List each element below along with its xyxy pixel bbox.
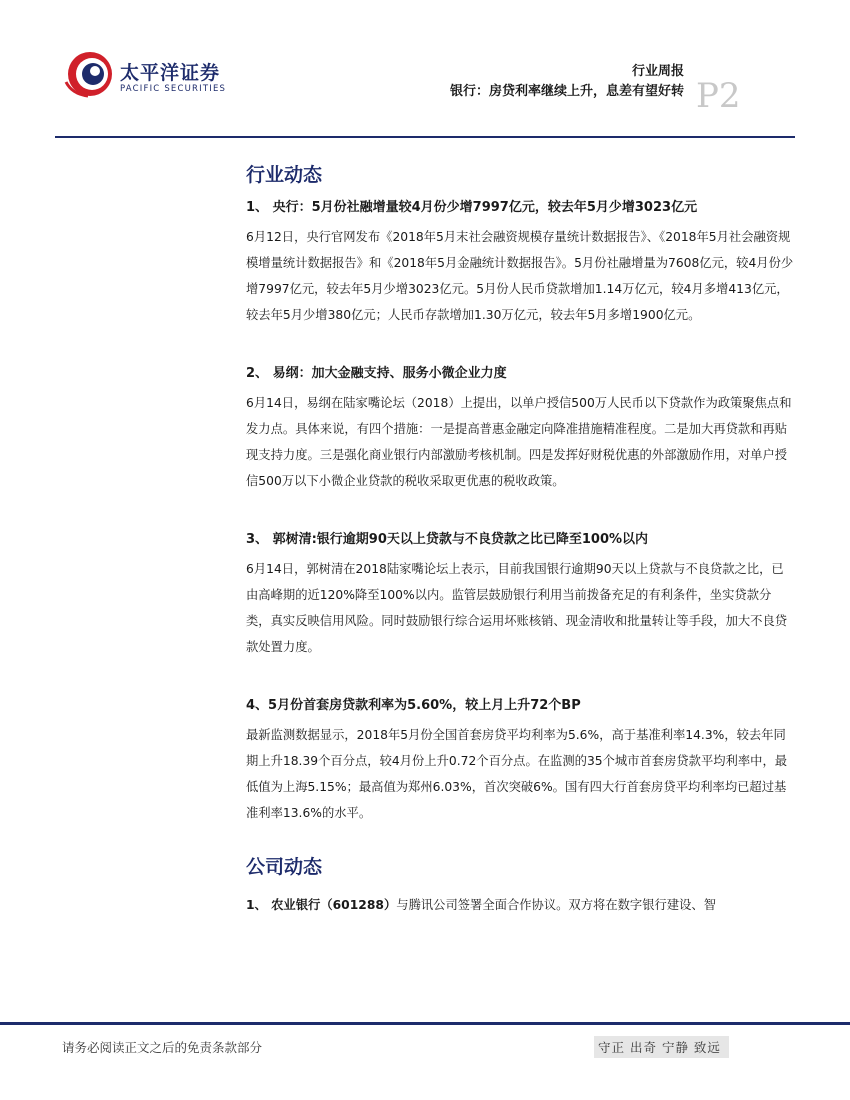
company-motto: 守正 出奇 宁静 致远 — [594, 1036, 729, 1058]
brand-name-en: PACIFIC SECURITIES — [120, 84, 227, 94]
footer-divider — [0, 1022, 850, 1025]
disclaimer-note: 请务必阅读正文之后的免责条款部分 — [62, 1040, 263, 1055]
company-news-item — [246, 892, 794, 918]
report-type: 行业周报 — [631, 64, 684, 79]
company-news-prefix: 1、 农业银行（601288） — [246, 898, 397, 912]
news-item-title: 4、5月份首套房贷款利率为5.60%，较上月上升72个BP — [246, 698, 581, 713]
pacific-securities-logo — [62, 48, 114, 100]
header-divider — [55, 136, 795, 138]
company-news-text: 与腾讯公司签署全面合作协议。双方将在数字银行建设、智 — [396, 898, 716, 912]
news-item-body: 6月14日，易纲在陆家嘴论坛（2018）上提出，以单户授信500万人民币以下贷款作为政策聚焦点和发力点。具体来说，有四个措施：一是提高普惠金融定向降准措施精准程度。二是加大再贷款和再贴现支持力度。三是强化商业银行内部激励考核机制。四是发挥好财税优惠的外部激励作用，对单户授信500万以下小微企业贷款的税收采取更优惠的税收政策。 — [246, 396, 792, 488]
news-item — [246, 530, 794, 660]
news-item-title: 3、 郭树清:银行逾期90天以上贷款与不良贷款之比已降至100%以内 — [246, 532, 649, 547]
page-number: P2 — [696, 76, 741, 116]
news-item-body: 6月12日，央行官网发布《2018年5月末社会融资规模存量统计数据报告》、《2018年5月社会融资规模增量统计数据报告》和《2018年5月金融统计数据报告》。5月份社融增量为7608亿元，较4月份少增7997亿元，较去年5月少增3023亿元。5月份人民币贷款增加1.14万亿元，较4月多增413亿元，较去年5月少增380亿元；人民币存款增加1.30万亿元，较去年5月多增1900亿元。 — [246, 230, 794, 322]
report-title: 银行：房贷利率继续上升，息差有望好转 — [449, 84, 684, 99]
brand-name-cn: 太平洋证券 — [120, 62, 221, 84]
main-content — [246, 160, 794, 918]
news-item-body: 最新监测数据显示，2018年5月份全国首套房贷平均利率为5.6%，高于基准利率14.3%，较去年同期上升18.39个百分点，较4月份上升0.72个百分点。在监测的35个城市首套房贷款平均利率中，最低值为上海5.15%；最高值为郑州6.03%，首次突破6%。国有四大行首套房贷平均利率均已超过基准利率13.6%的水平。 — [246, 728, 788, 820]
section-title-company: 公司动态 — [246, 856, 323, 878]
news-item — [246, 198, 794, 328]
news-item-title: 2、 易纲：加大金融支持、服务小微企业力度 — [246, 366, 507, 381]
section-title-industry: 行业动态 — [246, 164, 323, 186]
news-item-body: 6月14日，郭树清在2018陆家嘴论坛上表示，目前我国银行逾期90天以上贷款与不良贷款之比，已由高峰期的近120%降至100%以内。监管层鼓励银行利用当前拨备充足的有利条件，坐实贷款分类，真实反映信用风险。同时鼓励银行综合运用坏账核销、现金清收和批量转让等手段，加大不良贷款处置力度。 — [246, 562, 788, 654]
news-item — [246, 364, 794, 494]
news-item-title: 1、 央行：5月份社融增量较4月份少增7997亿元，较去年5月少增3023亿元 — [246, 200, 698, 215]
brand — [120, 62, 226, 95]
news-item — [246, 696, 794, 826]
